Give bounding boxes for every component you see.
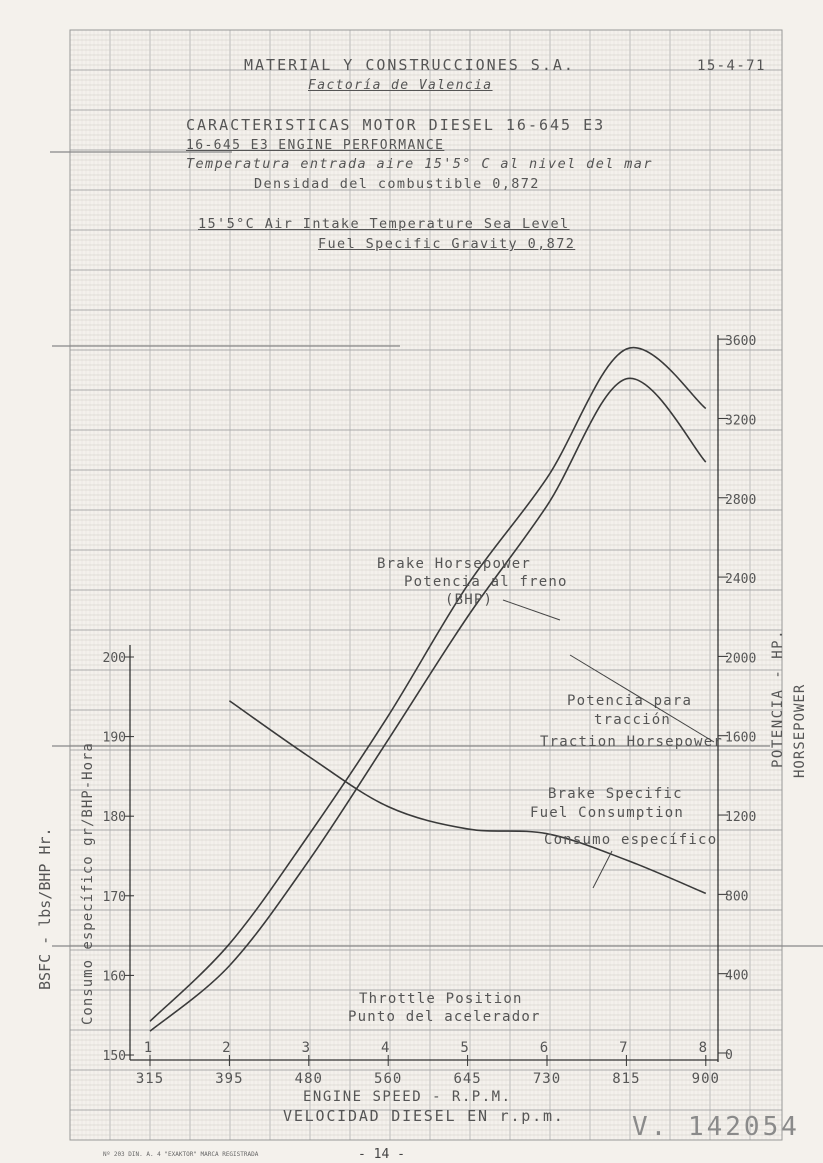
throttle-label-english: Throttle Position: [359, 991, 523, 1007]
brake-horsepower-label: Brake Horsepower: [377, 556, 532, 572]
document-date: 15-4-71: [697, 58, 766, 74]
throttle-position-label: 2: [222, 1040, 231, 1056]
throttle-position-label: 5: [460, 1040, 469, 1056]
right-axis-label-spanish: POTENCIA - HP.: [770, 628, 786, 768]
serial-stamp: V. 142054: [632, 1112, 800, 1142]
throttle-position-label: 8: [698, 1040, 708, 1056]
throttle-position-label: 6: [539, 1040, 549, 1056]
brake-horsepower-line: [150, 348, 706, 1022]
x-tick-label: 645: [453, 1071, 482, 1087]
factory-name: Factoría de Valencia: [308, 78, 493, 93]
fuel-density-spanish: Densidad del combustible 0,872: [254, 176, 540, 192]
right-axis-label-english: HORSEPOWER: [792, 683, 808, 778]
right-tick-label: 1600: [725, 730, 757, 746]
title-english: 16-645 E3 ENGINE PERFORMANCE: [186, 138, 445, 153]
traction-horsepower-label: tracción: [594, 712, 672, 728]
right-tick-label: 2400: [725, 572, 757, 588]
right-tick-label: 2000: [725, 651, 757, 667]
right-tick-label: 0: [725, 1048, 733, 1063]
company-name: MATERIAL Y CONSTRUCCIONES S.A.: [244, 56, 575, 74]
left-axis-label-spanish: Consumo específico gr/BHP-Hora: [80, 742, 96, 1025]
fuel-consumption-label: Fuel Consumption: [530, 805, 685, 821]
left-axis-label-english: BSFC - lbs/BHP Hr.: [36, 827, 54, 990]
throttle-position-label: 3: [301, 1040, 311, 1056]
x-tick-label: 730: [532, 1071, 562, 1087]
callout-leader-line: [593, 851, 612, 888]
x-axis-label-english: ENGINE SPEED - R.P.M.: [303, 1089, 512, 1105]
x-tick-label: 560: [374, 1071, 403, 1087]
traction-horsepower-label: Potencia para: [567, 693, 693, 709]
brake-horsepower-label: (BHP): [445, 592, 494, 608]
fuel-consumption-label: Consumo específico: [544, 832, 718, 848]
x-tick-label: 480: [294, 1071, 323, 1087]
left-tick-label: 180: [102, 810, 126, 826]
throttle-position-label: 4: [380, 1040, 390, 1056]
x-axis-label-spanish: VELOCIDAD DIESEL EN r.p.m.: [283, 1107, 565, 1125]
x-tick-label: 815: [612, 1071, 641, 1087]
throttle-position-label: 7: [619, 1040, 628, 1056]
right-tick-label: 2800: [725, 492, 757, 508]
right-tick-label: 400: [725, 968, 749, 984]
x-tick-label: 395: [215, 1071, 244, 1087]
right-tick-label: 3600: [725, 334, 757, 350]
brake-horsepower-label: Potencia al freno: [404, 574, 568, 590]
left-tick-label: 160: [102, 969, 126, 985]
x-tick-label: 315: [135, 1071, 165, 1087]
left-tick-label: 200: [102, 651, 126, 666]
air-temperature-spanish: Temperatura entrada aire 15'5° C al nivel del mar: [186, 156, 653, 172]
title-spanish: CARACTERISTICAS MOTOR DIESEL 16-645 E3: [186, 116, 606, 134]
printer-mark: Nº 203 DIN. A. 4 "EXAKTOR" MARCA REGISTRADA: [103, 1151, 259, 1158]
fuel-gravity-english: Fuel Specific Gravity 0,872: [318, 236, 576, 252]
left-tick-label: 150: [102, 1049, 126, 1064]
right-tick-label: 800: [725, 889, 749, 905]
left-tick-label: 190: [102, 730, 126, 746]
callout-leader-line: [503, 600, 560, 620]
throttle-label-spanish: Punto del acelerador: [348, 1009, 541, 1025]
right-tick-label: 1200: [725, 810, 757, 826]
traction-horsepower-label: Traction Horsepower: [540, 734, 723, 750]
throttle-position-label: 1: [143, 1040, 153, 1056]
page-number: - 14 -: [358, 1147, 405, 1162]
air-temperature-english: 15'5°C Air Intake Temperature Sea Level: [198, 216, 570, 232]
left-tick-label: 170: [102, 889, 126, 905]
right-tick-label: 3200: [725, 413, 757, 429]
x-tick-label: 900: [691, 1071, 720, 1087]
fuel-consumption-label: Brake Specific: [548, 786, 683, 802]
